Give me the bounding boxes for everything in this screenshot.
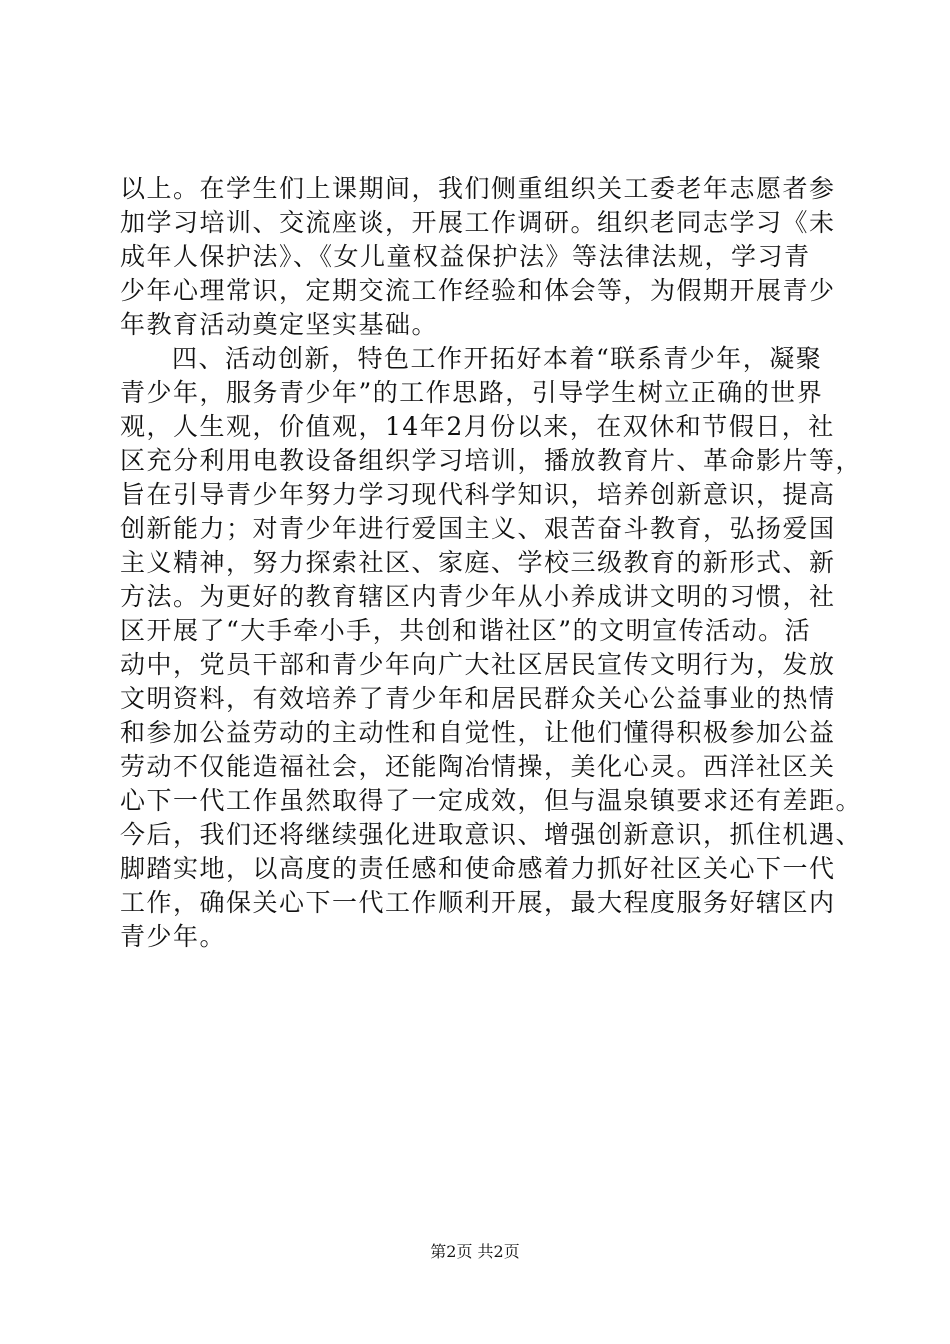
text-line: 脚踏实地，以高度的责任感和使命感着力抓好社区关心下一代 [120, 854, 836, 883]
body-text [120, 172, 863, 954]
text-line: 文明资料，有效培养了青少年和居民群众关心公益事业的热情 [120, 684, 836, 713]
text-line: 青少年。 [120, 922, 227, 951]
text-line: 区充分利用电教设备组织学习培训，播放教育片、革命影片等， [120, 446, 863, 475]
text-line: 主义精神，努力探索社区、家庭、学校三级教育的新形式、新 [120, 548, 836, 577]
text-line: 区开展了“大手牵小手，共创和谐社区”的文明宣传活动。活 [120, 616, 812, 645]
text-line: 年教育活动奠定坚实基础。 [120, 310, 439, 339]
text-line: 创新能力；对青少年进行爱国主义、艰苦奋斗教育，弘扬爱国 [120, 514, 836, 543]
text-line: 今后，我们还将继续强化进取意识、增强创新意识，抓住机遇、 [120, 820, 863, 849]
text-line: 成年人保护法》、《女儿童权益保护法》等法律法规，学习青 [120, 242, 811, 271]
text-line: 旨在引导青少年努力学习现代科学知识，培养创新意识，提高 [120, 480, 836, 509]
text-line: 工作，确保关心下一代工作顺利开展，最大程度服务好辖区内 [120, 888, 836, 917]
text-line: 观，人生观，价值观，14年2月份以来，在双休和节假日，社 [120, 412, 835, 441]
text-line: 以上。在学生们上课期间，我们侧重组织关工委老年志愿者参 [120, 174, 836, 203]
text-line: 方法。为更好的教育辖区内青少年从小养成讲文明的习惯，社 [120, 582, 836, 611]
text-line: 心下一代工作虽然取得了一定成效，但与温泉镇要求还有差距。 [120, 786, 863, 815]
text-line: 和参加公益劳动的主动性和自觉性，让他们懂得积极参加公益 [120, 718, 836, 747]
text-line: 劳动不仅能造福社会，还能陶冶情操，美化心灵。西洋社区关 [120, 752, 836, 781]
text-line: 少年心理常识，定期交流工作经验和体会等，为假期开展青少 [120, 276, 836, 305]
text-line: 加学习培训、交流座谈，开展工作调研。组织老同志学习《未 [120, 208, 836, 237]
text-line: 动中，党员干部和青少年向广大社区居民宣传文明行为，发放 [120, 650, 836, 679]
paragraph-start-line: 四、活动创新，特色工作开拓好本着“联系青少年，凝聚 [172, 344, 823, 373]
text-line: 青少年，服务青少年”的工作思路，引导学生树立正确的世界 [120, 378, 824, 407]
page-number-footer: 第2页 共2页 [430, 1242, 520, 1261]
